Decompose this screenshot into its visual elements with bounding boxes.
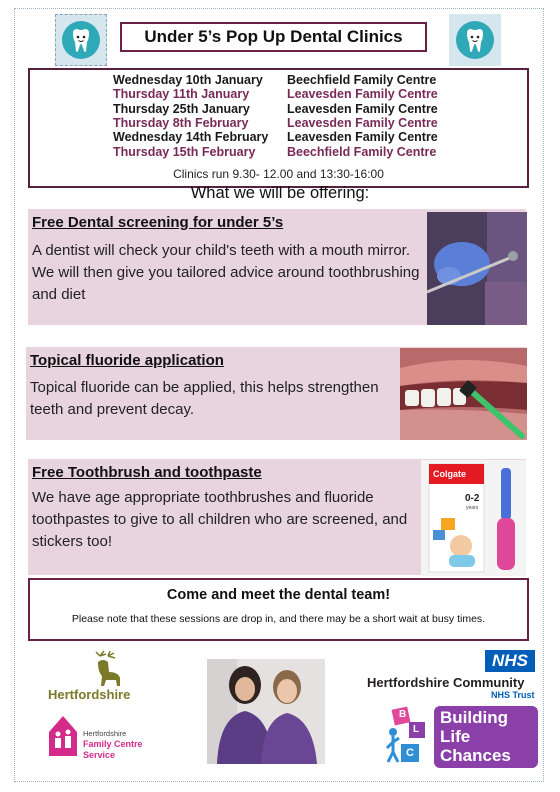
tooth-icon [55,14,107,66]
offering-heading: What we will be offering: [190,184,370,202]
blc-line1: Building [440,708,508,727]
schedule-venue: Leavesden Family Centre [287,102,438,116]
schedule-day: Wednesday 14th February [113,130,269,144]
family-centre-line3: Service [83,750,116,760]
building-life-chances-logo [385,704,540,772]
schedule-venue: Beechfield Family Centre [287,145,437,159]
schedule-row [113,73,436,87]
section-heading: Topical fluoride application [30,352,224,369]
meet-title: Come and meet the dental team! [166,587,391,603]
blc-line3: Chances [440,746,511,765]
blc-line2: Life [440,727,471,746]
schedule-row [113,87,438,101]
toothpaste-brand: Colgate [433,469,467,479]
toothpaste-age-unit: years [466,505,479,511]
schedule-venue: Leavesden Family Centre [287,116,438,130]
schedule-day: Thursday 25th January [113,102,250,116]
dental-screening-photo [427,212,527,325]
schedule-day: Wednesday 10th January [113,73,263,87]
schedule-venue: Leavesden Family Centre [287,87,438,101]
toothpaste-photo [421,460,526,576]
page-title: Under 5’s Pop Up Dental Clinics [120,22,427,52]
schedule-venue: Leavesden Family Centre [287,130,438,144]
community-name: Hertfordshire Community [367,675,525,690]
section-body: Topical fluoride can be applied, this helps strengthen teeth and prevent decay. [30,379,379,418]
schedule-day: Thursday 11th January [113,87,250,101]
section-heading: Free Toothbrush and toothpaste [32,464,262,481]
meet-team-box [28,578,529,641]
hart-icon [48,650,143,688]
schedule-day: Thursday 15th February [113,145,256,159]
family-centre-line2: Family Centre [83,739,143,749]
blc-letter-b: B [399,709,407,720]
schedule-row [113,102,438,116]
fluoride-photo [400,348,527,440]
schedule-row [113,130,438,144]
tooth-icon [449,14,501,66]
toothpaste-age: 0-2 [465,493,480,504]
nhs-trust: NHS Trust [491,690,535,700]
nhs-community-logo [367,650,537,700]
schedule-row [113,145,436,159]
clinic-schedule [28,68,529,188]
meet-note: Please note that these sessions are drop in, and there may be a short wait at busy times. [71,613,486,625]
house-icon [46,712,80,758]
hertfordshire-logo-text: Hertfordshire [48,687,131,702]
hertfordshire-logo [48,650,143,705]
family-centre-logo [46,712,156,764]
section-body: A dentist will check your child's teeth with a mouth mirror. We will then give you tailored advice around toothbrushing and diet [32,242,420,303]
schedule-venue: Beechfield Family Centre [287,73,437,87]
section-body: We have age appropriate toothbrushes and fluoride toothpastes to give to all children who are screened, and stickers too! [32,489,408,550]
dental-team-photo [207,659,325,764]
blc-panel [434,706,538,768]
blocks-icon [385,704,433,772]
schedule-row [113,116,438,130]
section-heading: Free Dental screening for under 5’s [32,214,284,231]
clinic-times: Clinics run 9.30- 12.00 and 13:30-16:00 [173,167,384,181]
schedule-day: Thursday 8th February [113,116,249,130]
family-centre-line1: Hertfordshire [83,729,127,738]
blc-letter-c: C [406,747,414,759]
blc-letter-l: L [413,724,420,735]
nhs-logo: NHS [485,650,535,672]
